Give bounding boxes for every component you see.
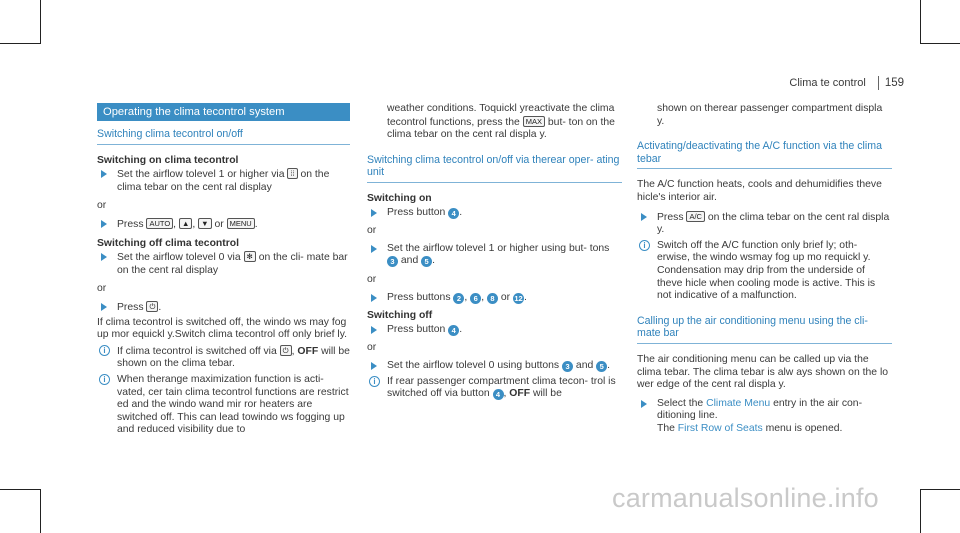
column-2 (367, 103, 622, 404)
ac-key-icon: A/C (686, 211, 705, 222)
step-arrow-icon (641, 400, 647, 408)
menu-entry-link: First Row of Seats (677, 422, 763, 434)
step: Set the airflow tolevel 0 using buttons 3 and 5 . (367, 360, 622, 373)
page-number: 159 (884, 76, 904, 89)
callout-number: 12 (514, 293, 523, 303)
step-arrow-icon (371, 209, 377, 217)
subheading-switch-off: Switching off clima tecontrol (97, 237, 240, 249)
callout-number: 4 (493, 389, 504, 400)
paragraph: weather conditions. Toquickl yreactivate the clima tecontrol functions, press the MAX but‐ ton on the clima tebar on the cent ral displa y. (387, 103, 615, 141)
section-heading: Switching clima tecontrol on/off (97, 128, 350, 145)
crop-mark (920, 489, 960, 490)
step: Select the Climate Menu entry in the air con‐ ditioning line. The First Row of Seats menu is opened. (637, 398, 892, 436)
note: i If rear passenger compartment clima tecon‐ trol is switched off via button 4 , OFF will be (367, 376, 622, 401)
step-arrow-icon (371, 245, 377, 253)
crop-mark (920, 489, 921, 533)
step-arrow-icon (101, 220, 107, 228)
paragraph: The A/C function heats, cools and dehumidifies theve hicle's interior air. (637, 179, 882, 203)
paragraph: shown on therear passenger compartment displa y. (657, 103, 883, 127)
note: i Switch off the A/C function only brief ly; oth‐ erwise, the windo wsmay fog up mo requickl y. Condensation may drip from the underside of theve hicle when cooling mode is active. This is not indicative of a malfunction. (637, 240, 892, 303)
climate-off-icon: ⏻ (280, 345, 292, 356)
or-text: or (97, 200, 107, 212)
crop-mark (920, 43, 960, 44)
step-arrow-icon (101, 253, 107, 261)
auto-key-icon: AUTO (146, 218, 173, 229)
header-divider (878, 76, 879, 90)
climate-off-icon: ⏻ (146, 301, 158, 312)
section-heading: Calling up the air conditioning menu using the cli‐ mate bar (637, 315, 892, 344)
watermark: carmanualsonline.info (612, 483, 879, 513)
step: Set the airflow tolevel 1 or higher via ⁞⁞ on the clima tebar on the cent ral display (97, 168, 350, 194)
step: Press AUTO , ▲ , ▼ or MENU . (97, 218, 350, 232)
step: Press button 4 . (367, 324, 622, 337)
info-icon: i (99, 345, 110, 356)
section-heading: Switching clima tecontrol on/off via therear oper‐ ating unit (367, 154, 622, 183)
step: Set the airflow tolevel 1 or higher using but‐ tons 3 and 5 . (367, 243, 622, 268)
step: Set the airflow tolevel 0 via ✻ on the cli‐ mate bar on the cent ral display (97, 251, 350, 277)
step-arrow-icon (101, 170, 107, 178)
crop-mark (0, 43, 40, 44)
callout-number: 5 (421, 256, 432, 267)
column-3 (637, 103, 892, 436)
note: i If clima tecontrol is switched off via ⏻ , OFF will be shown on the clima tebar. (97, 345, 350, 371)
chapter-banner: Operating the clima tecontrol system (97, 103, 350, 121)
info-icon: i (639, 240, 650, 251)
airflow-icon: ⁞⁞ (287, 168, 297, 179)
callout-number: 5 (596, 361, 607, 372)
column-1 (97, 103, 350, 440)
arrow-down-key-icon: ▼ (198, 218, 211, 229)
fan-off-icon: ✻ (244, 251, 256, 262)
callout-number: 8 (487, 293, 498, 304)
paragraph: The air conditioning menu can be called up via the clima tebar. The clima tebar is alw ays shown on the lo wer edge of the cent ral displa y. (637, 353, 889, 391)
callout-number: 6 (470, 293, 481, 304)
or-text: or (97, 283, 107, 295)
callout-number: 4 (448, 325, 459, 336)
paragraph: If clima tecontrol is switched off, the windo ws may fog up mor equickl y.Switch clima tecontrol off only brief ly. (97, 316, 348, 341)
callout-number: 4 (448, 208, 459, 219)
section-heading: Activating/deactivating the A/C function via the clima tebar (637, 140, 892, 169)
step-arrow-icon (641, 213, 647, 221)
menu-key-icon: MENU (227, 218, 255, 229)
crop-mark (0, 489, 40, 490)
callout-number: 3 (387, 256, 398, 267)
info-icon: i (99, 374, 110, 385)
or-text: or (367, 342, 377, 354)
or-text: or (367, 273, 377, 285)
step: Press button 4 . (367, 207, 622, 220)
subheading-switch-on: Switching on clima tecontrol (97, 154, 239, 166)
info-icon: i (369, 376, 380, 387)
note: i When therange maximization function is acti‐ vated, cer tain clima tecontrol functions are restrict ed and the windo wand mir ror heaters are switched off. This can lead towindo ws fogging up and reduced visibility due to (97, 374, 350, 437)
max-defrost-icon: MAX (523, 116, 545, 127)
step-arrow-icon (371, 326, 377, 334)
running-header (789, 76, 904, 90)
step: Press A/C on the clima tebar on the cent ral displa y. (637, 211, 892, 237)
step-arrow-icon (371, 294, 377, 302)
subheading-switch-off: Switching off (367, 310, 433, 322)
step: Press ⏻ . (97, 301, 350, 315)
header-title: Clima te control (789, 76, 866, 89)
crop-mark (40, 0, 41, 44)
step-arrow-icon (371, 362, 377, 370)
arrow-up-key-icon: ▲ (179, 218, 192, 229)
subheading-switch-on: Switching on (367, 192, 432, 204)
menu-entry-link: Climate Menu (706, 397, 771, 409)
or-text: or (367, 225, 377, 237)
callout-number: 2 (453, 293, 464, 304)
crop-mark (40, 489, 41, 533)
step-arrow-icon (101, 303, 107, 311)
step: Press buttons 2 , 6 , 8 or 12. (367, 292, 622, 305)
crop-mark (920, 0, 921, 44)
callout-number: 3 (562, 361, 573, 372)
